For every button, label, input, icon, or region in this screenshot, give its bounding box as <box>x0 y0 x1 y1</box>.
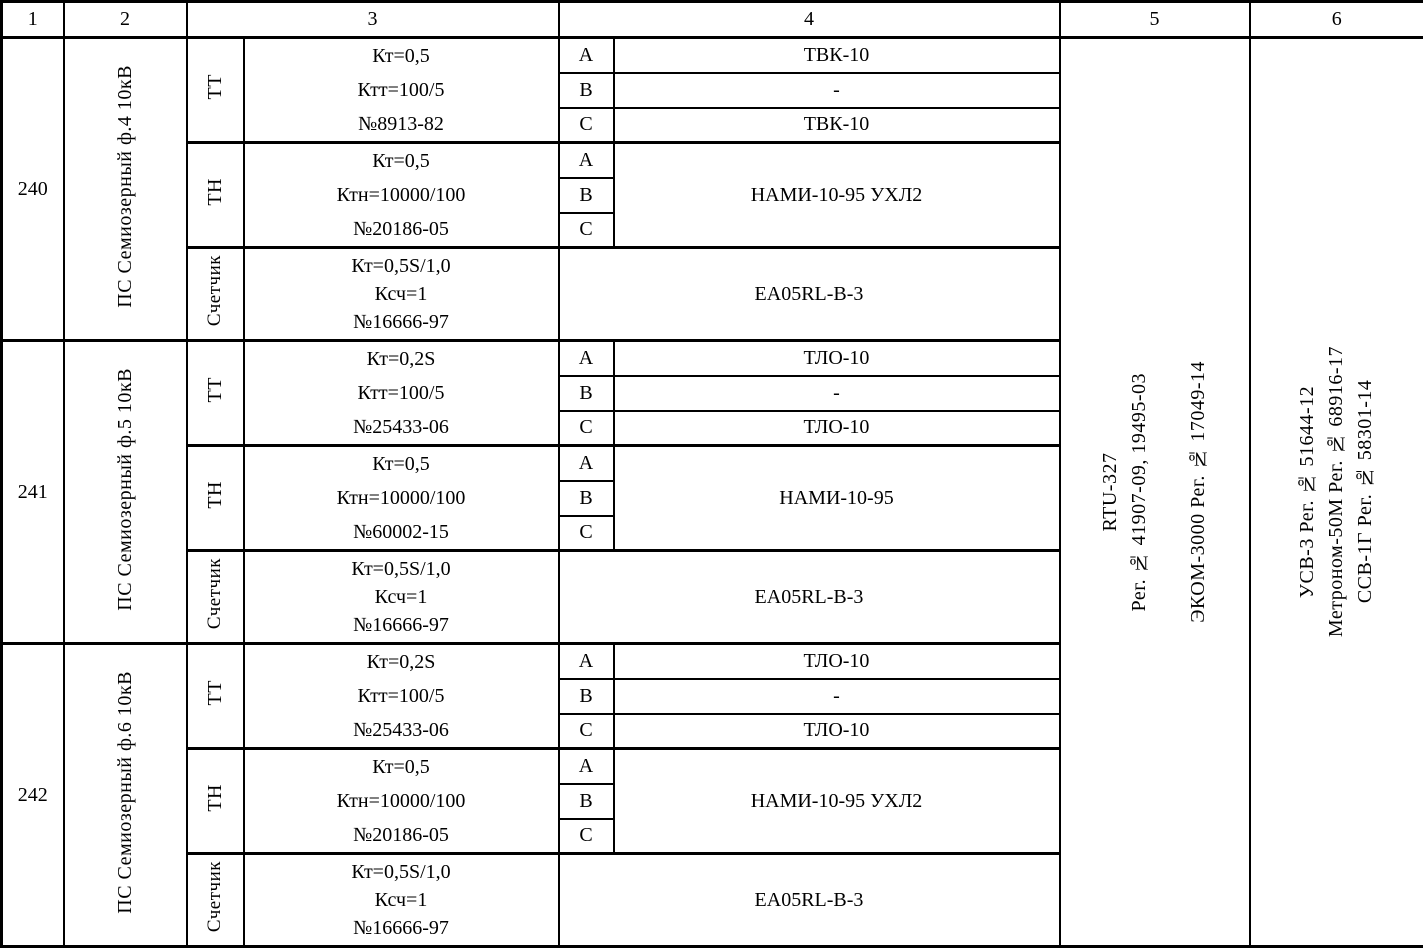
param-line: Ктт=100/5 <box>357 79 445 101</box>
equipment-value-cell: ТЛО-10 <box>614 644 1060 679</box>
substation-name: ПС Семиозерный ф.4 10кВ <box>113 64 136 308</box>
header-col-6: 6 <box>1250 2 1423 38</box>
device-type-cell <box>187 446 244 551</box>
substation-name-cell <box>64 341 187 644</box>
phase-cell: А <box>559 341 614 376</box>
substation-name: ПС Семиозерный ф.6 10кВ <box>113 670 136 914</box>
param-line: №8913-82 <box>358 113 444 135</box>
askue-column-cell <box>1060 38 1250 947</box>
param-line: Ксч=1 <box>374 283 428 305</box>
tt-params-cell <box>244 341 559 446</box>
phase-cell: С <box>559 714 614 749</box>
param-line: Кт=0,5 <box>372 150 430 172</box>
ssv-register-number: ССВ-1Г Рег. № 58301-14 <box>1354 380 1377 604</box>
param-line: Ктн=10000/100 <box>336 184 466 206</box>
equipment-value-cell: ТЛО-10 <box>614 341 1060 376</box>
tt-params-cell <box>244 644 559 749</box>
param-line: №16666-97 <box>353 614 449 636</box>
header-col-4: 4 <box>559 2 1060 38</box>
device-type-cell <box>187 341 244 446</box>
header-col-5: 5 <box>1060 2 1250 38</box>
device-type-label: ТН <box>203 178 226 206</box>
device-type-label: ТТ <box>203 680 226 706</box>
param-line: №20186-05 <box>353 218 449 240</box>
param-line: Кт=0,5S/1,0 <box>351 255 451 277</box>
equipment-value-cell: НАМИ-10-95 УХЛ2 <box>614 749 1060 854</box>
param-line: №16666-97 <box>353 311 449 333</box>
device-type-label: ТН <box>203 784 226 812</box>
device-type-label: ТН <box>203 481 226 509</box>
param-line: Кт=0,5S/1,0 <box>351 861 451 883</box>
device-type-cell <box>187 644 244 749</box>
row-number-cell: 240 <box>2 38 64 341</box>
header-col-3: 3 <box>187 2 559 38</box>
device-type-cell <box>187 854 244 947</box>
device-type-label: Счетчик <box>204 558 225 630</box>
substation-name: ПС Семиозерный ф.5 10кВ <box>113 367 136 611</box>
phase-cell: А <box>559 38 614 73</box>
param-line: №16666-97 <box>353 917 449 939</box>
phase-cell: С <box>559 213 614 248</box>
phase-cell: В <box>559 376 614 411</box>
header-col-1: 1 <box>2 2 64 38</box>
device-type-cell <box>187 749 244 854</box>
device-type-cell <box>187 143 244 248</box>
usv-register-number: УСВ-3 Рег. № 51644-12 <box>1296 385 1319 599</box>
table-row <box>2 38 1423 73</box>
param-line: Кт=0,5 <box>372 45 430 67</box>
device-type-cell <box>187 248 244 341</box>
rtu-model: RTU-327 <box>1099 452 1121 532</box>
metronom-register-number: Метроном-50М Рег. № 68916-17 <box>1325 346 1348 638</box>
equipment-value-cell: ТЛО-10 <box>614 411 1060 446</box>
phase-cell: В <box>559 73 614 108</box>
equipment-value-cell: НАМИ-10-95 УХЛ2 <box>614 143 1060 248</box>
row-number-cell: 241 <box>2 341 64 644</box>
param-line: Ктн=10000/100 <box>336 487 466 509</box>
device-type-label: Счетчик <box>204 861 225 933</box>
phase-cell: А <box>559 143 614 178</box>
header-col-2: 2 <box>64 2 187 38</box>
phase-cell: С <box>559 516 614 551</box>
equipment-value-cell: НАМИ-10-95 <box>614 446 1060 551</box>
phase-cell: А <box>559 749 614 784</box>
phase-cell: В <box>559 784 614 819</box>
equipment-value-cell: ТВК-10 <box>614 38 1060 73</box>
rtu-register-number: Рег. № 41907-09, 19495-03 <box>1128 372 1150 612</box>
phase-cell: С <box>559 108 614 143</box>
meter-model-cell: ЕА05RL-В-3 <box>559 551 1060 644</box>
param-line: Ктт=100/5 <box>357 382 445 404</box>
param-line: Кт=0,2S <box>366 348 436 370</box>
ekom-register-block <box>1184 361 1213 623</box>
equipment-value-cell: - <box>614 73 1060 108</box>
device-type-label: ТТ <box>203 74 226 100</box>
phase-cell: В <box>559 178 614 213</box>
param-line: Ктн=10000/100 <box>336 790 466 812</box>
param-line: Кт=0,5S/1,0 <box>351 558 451 580</box>
equipment-value-cell: ТВК-10 <box>614 108 1060 143</box>
phase-cell: С <box>559 411 614 446</box>
device-type-label: Счетчик <box>204 255 225 327</box>
time-sync-column-cell <box>1250 38 1423 947</box>
tn-params-cell <box>244 749 559 854</box>
device-type-cell <box>187 38 244 143</box>
param-line: №20186-05 <box>353 824 449 846</box>
tn-params-cell <box>244 446 559 551</box>
tn-params-cell <box>244 143 559 248</box>
equipment-value-cell: ТЛО-10 <box>614 714 1060 749</box>
meter-params-cell <box>244 551 559 644</box>
phase-cell: В <box>559 679 614 714</box>
table-header-row <box>2 2 1423 38</box>
phase-cell: А <box>559 644 614 679</box>
meter-model-cell: ЕА05RL-В-3 <box>559 854 1060 947</box>
phase-cell: А <box>559 446 614 481</box>
param-line: №25433-06 <box>353 416 449 438</box>
param-line: Кт=0,5 <box>372 453 430 475</box>
tt-params-cell <box>244 38 559 143</box>
rtu-register-block <box>1096 373 1154 612</box>
meter-model-cell: ЕА05RL-В-3 <box>559 248 1060 341</box>
phase-cell: В <box>559 481 614 516</box>
param-line: Ксч=1 <box>374 586 428 608</box>
param-line: Кт=0,2S <box>366 651 436 673</box>
substation-name-cell <box>64 644 187 947</box>
device-type-label: ТТ <box>203 377 226 403</box>
time-sync-devices-block <box>1293 346 1380 637</box>
param-line: Ксч=1 <box>374 889 428 911</box>
device-type-cell <box>187 551 244 644</box>
param-line: Ктт=100/5 <box>357 685 445 707</box>
equipment-value-cell: - <box>614 679 1060 714</box>
phase-cell: С <box>559 819 614 854</box>
ekom-register-number: ЭКОМ-3000 Рег. № 17049-14 <box>1187 361 1209 623</box>
row-number-cell: 242 <box>2 644 64 947</box>
meter-params-cell <box>244 248 559 341</box>
param-line: Кт=0,5 <box>372 756 430 778</box>
equipment-value-cell: - <box>614 376 1060 411</box>
substation-name-cell <box>64 38 187 341</box>
param-line: №25433-06 <box>353 719 449 741</box>
param-line: №60002-15 <box>353 521 449 543</box>
meter-params-cell <box>244 854 559 947</box>
